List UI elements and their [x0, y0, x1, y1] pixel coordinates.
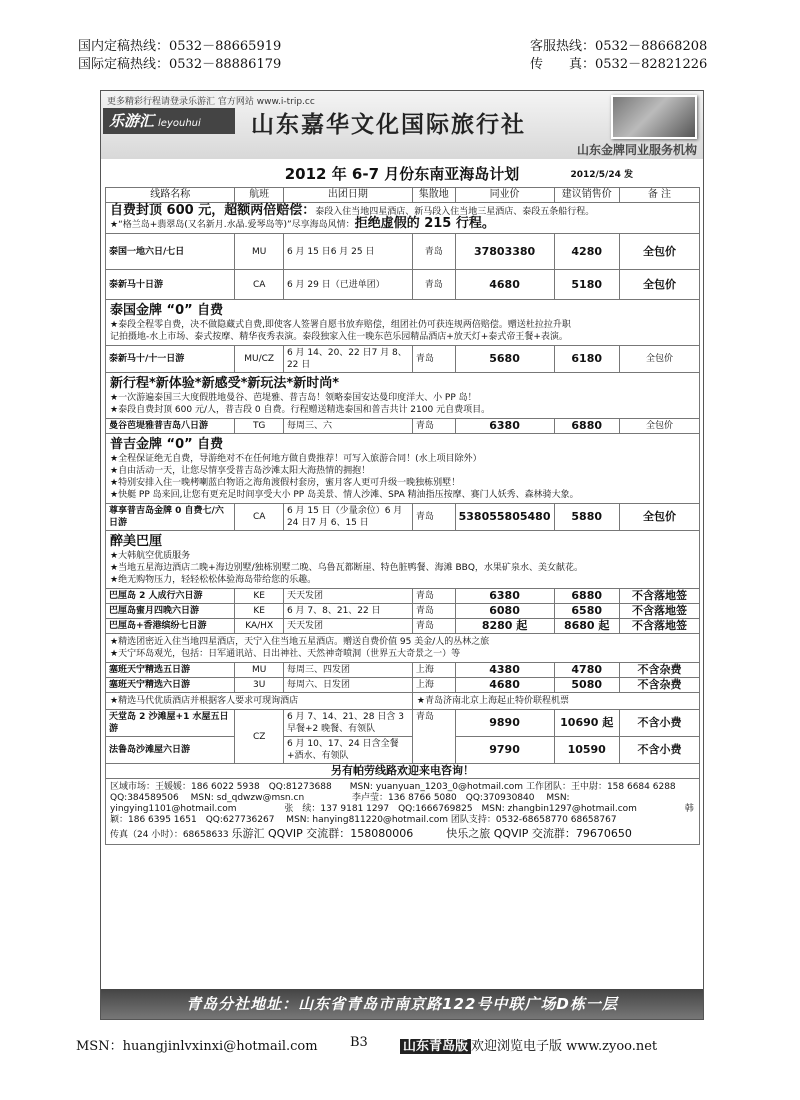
retail-price: 5180 [554, 270, 619, 300]
route-name: 巴厘岛+香港缤纷七日游 [106, 619, 235, 634]
city: 青岛 [412, 270, 455, 300]
fax-number: 传 真：0532－82821226 [530, 57, 708, 72]
flight: KA/HX [235, 619, 284, 634]
table-row [106, 234, 700, 270]
note: 全包价 [619, 504, 699, 531]
retail-price: 8680 起 [554, 619, 619, 634]
city: 青岛 [412, 710, 455, 764]
note: 不含小费 [619, 737, 699, 764]
section-thai-gold [106, 300, 700, 346]
section-line: ★自由活动一天，让您尽情享受普吉岛沙滩太阳大海热情的拥抱！ [110, 466, 371, 476]
intl-hotline: 国际定稿热线：0532－88886179 [78, 57, 282, 72]
dates: 6 月 10、17、24 日含全餐+酒水、有领队 [283, 737, 412, 764]
service-hotline: 客服热线：0532－88668208 [530, 39, 708, 54]
col-retail: 建议销售价 [554, 188, 619, 203]
dates: 6 月 15 日6 月 25 日 [283, 234, 412, 270]
table-row [106, 419, 700, 434]
tour-table [105, 187, 703, 845]
flight: KE [235, 589, 284, 604]
flight: CA [235, 504, 284, 531]
slogan: 山东金牌同业服务机构 [576, 143, 697, 157]
route-name: 塞班天宁精选五日游 [106, 663, 235, 678]
route-name: 法鲁岛沙滩屋六日游 [106, 737, 235, 764]
flight: TG [235, 419, 284, 434]
logo-sub: leyouhui [158, 118, 201, 129]
table-row [106, 604, 700, 619]
flight: MU [235, 234, 284, 270]
section-head: 泰国金牌 “0” 自费 [110, 303, 224, 318]
flight: CZ [235, 710, 284, 764]
section-line: ★精选马代优质酒店并根据客人要求可现询酒店 [106, 693, 413, 710]
footer-site: 欢迎浏览电子版 www.zyoo.net [471, 1039, 658, 1054]
banner [101, 91, 703, 159]
note: 不含杂费 [619, 678, 699, 693]
note: 不含落地签 [619, 589, 699, 604]
dates: 天天发团 [283, 619, 412, 634]
note: 不含小费 [619, 710, 699, 737]
contact-line: 张 续：137 9181 1297 QQ:1666769825 MSN: zhangbin1297@hotmail.com [239, 804, 637, 814]
section-line: ★泰段自费封顶 600 元/人，普吉段 0 自费。行程赠送精选泰国和普吉共计 2100 元自费项目。 [110, 405, 491, 415]
contact-line: 区域市场：王媛媛：186 6022 5938 QQ:81273688 MSN: yuanyuan_1203_0@hotmail.com [110, 782, 524, 792]
flight: KE [235, 604, 284, 619]
city: 青岛 [412, 619, 455, 634]
page-number: B3 [350, 1035, 368, 1050]
table-row [106, 270, 700, 300]
route-name: 曼谷芭堤雅普吉岛八日游 [106, 419, 235, 434]
table-row [106, 737, 700, 764]
city: 青岛 [412, 346, 455, 373]
section-phuket-gold [106, 434, 700, 504]
note: 不含杂费 [619, 663, 699, 678]
more-routes-row [106, 764, 700, 779]
trade-price: 6380 [455, 419, 554, 434]
table-row [106, 710, 700, 737]
section-line: 记拍摄地-水上市场、泰式按摩、精华夜秀表演。泰段独家入住一晚东芭乐园精品酒店+放天灯+泰式帝王餐+表演。 [110, 332, 568, 342]
col-dates: 出团日期 [283, 188, 412, 203]
contact-line: 工作团队：王中尉：158 6684 6288 QQ:384589506 MSN: sd_qdwzw@msn.cn [110, 782, 685, 803]
table-row [106, 504, 700, 531]
tagline: 更多精彩行程请登录乐游汇 官方网站 www.i-trip.cc [107, 97, 315, 107]
retail-price: 6880 [554, 419, 619, 434]
col-flight: 航班 [235, 188, 284, 203]
section-line: ★特别安排入住一晚栲喇蓝白物语之海角渡假村套房，蜜月客人更可升级一晚独栋别墅！ [110, 478, 461, 488]
city: 上海 [412, 663, 455, 678]
col-trade: 同业价 [455, 188, 554, 203]
dates: 6 月 14、20、22 日7 月 8、22 日 [283, 346, 412, 373]
retail-price: 5880 [554, 504, 619, 531]
retail-price: 6880 [554, 589, 619, 604]
flight: 3U [235, 678, 284, 693]
table-row [106, 589, 700, 604]
table-row [106, 678, 700, 693]
section-line: 泰段入住当地四星酒店、新马段入住当地三星酒店、泰段五条船行程。 [315, 207, 595, 217]
paper-badge: 山东青岛版 [400, 1039, 471, 1054]
table-row [106, 619, 700, 634]
section-highlight: 拒绝虚假的 215 行程。 [354, 216, 495, 231]
flyer [100, 90, 704, 1020]
page-title: 2012 年 6-7 月份东南亚海岛计划 [284, 165, 520, 183]
section-line: ★一次游遍泰国三大度假胜地曼谷、芭堤雅、普吉岛！领略泰国安达曼印度洋大、小 PP 岛！ [110, 393, 477, 403]
note: 不含落地签 [619, 604, 699, 619]
route-name: 巴厘岛蜜月四晚六日游 [106, 604, 235, 619]
more-routes: 另有帕劳线路欢迎来电咨询！ [106, 764, 700, 779]
dates: 每周六、日发团 [283, 678, 412, 693]
route-name: 尊享普吉岛金牌 0 自费七/六日游 [106, 504, 235, 531]
dates: 天天发团 [283, 589, 412, 604]
section-bali [106, 531, 700, 589]
trade-price: 6380 [455, 589, 554, 604]
section-line: ★天宁环岛观光，包括：日军通讯站、日出神社、天然神奇喷洞（世界五大奇景之一）等 [110, 649, 461, 659]
contact-line: 团队支持：0532-68658770 68658767 传真（24 小时）：68658633 [110, 815, 698, 840]
trade-price: 37803380 [455, 234, 554, 270]
table-row [106, 346, 700, 373]
route-name: 泰国一地六日/七日 [106, 234, 235, 270]
dates: 6 月 29 日（已进单团） [283, 270, 412, 300]
dates: 每周三、四发团 [283, 663, 412, 678]
section-line: ★青岛济南北京上海起止特价联程机票 [412, 693, 699, 710]
dates: 每周三、六 [283, 419, 412, 434]
contact-line: 李卢莹：136 8766 5080 QQ:370930840 MSN: yingying1101@hotmail.com [110, 793, 570, 814]
city: 上海 [412, 678, 455, 693]
note: 全包价 [619, 346, 699, 373]
retail-price: 4780 [554, 663, 619, 678]
trade-price: 9790 [455, 737, 554, 764]
trade-price: 9890 [455, 710, 554, 737]
issue-date: 2012/5/24 发 [570, 170, 633, 180]
note: 全包价 [619, 270, 699, 300]
route-name: 塞班天宁精选六日游 [106, 678, 235, 693]
section-thailand [106, 203, 700, 234]
trade-price: 4680 [455, 270, 554, 300]
city: 青岛 [412, 419, 455, 434]
company-name: 山东嘉华文化国际旅行社 [251, 112, 526, 138]
contacts [106, 779, 700, 845]
trade-price: 5680 [455, 346, 554, 373]
col-city: 集散地 [412, 188, 455, 203]
trade-price: 4680 [455, 678, 554, 693]
dates: 6 月 7、14、21、28 日含 3 早餐+2 晚餐、有领队 [283, 710, 412, 737]
section-line: ★大韩航空优质服务 [110, 551, 191, 561]
section-line: ★快艇 PP 岛来回,让您有更充足时间享受大小 PP 岛美景、情人沙滩、SPA 精油指压按摩、赛门人妖秀、森林骑大象。 [110, 490, 579, 500]
route-name: 泰新马十日游 [106, 270, 235, 300]
flight: MU [235, 663, 284, 678]
city: 青岛 [412, 504, 455, 531]
city: 青岛 [412, 589, 455, 604]
note: 不含落地签 [619, 619, 699, 634]
section-new-itinerary [106, 373, 700, 419]
section-head: 新行程*新体验*新感受*新玩法*新时尚* [110, 376, 339, 391]
route-name: 巴厘岛 2 人成行六日游 [106, 589, 235, 604]
city: 青岛 [412, 604, 455, 619]
flight: CA [235, 270, 284, 300]
section-line: ★绝无购物压力，轻轻松松体验海岛带给您的乐趣。 [110, 575, 317, 585]
section-line: ★当地五星海边酒店二晚+海边别墅/独栋别墅二晚、乌鲁瓦都断崖、特色脏鸭餐、海滩 BBQ，水果矿泉水、美女献花。 [110, 563, 583, 573]
note: 全包价 [619, 419, 699, 434]
trade-price: 4380 [455, 663, 554, 678]
section-head: 自费封顶 600 元，超额两倍赔偿： [110, 203, 316, 218]
table-header [106, 188, 700, 203]
retail-price: 6580 [554, 604, 619, 619]
section-line: ★“格兰岛+翡翠岛(又名新月.水晶.爱琴岛等)”尽享海岛风情： [110, 220, 355, 230]
trade-price: 538055805480 [455, 504, 554, 531]
retail-price: 6180 [554, 346, 619, 373]
dates: 6 月 7、8、21、22 日 [283, 604, 412, 619]
col-note: 备 注 [619, 188, 699, 203]
trade-price: 6080 [455, 604, 554, 619]
section-head: 醉美巴厘 [110, 534, 163, 549]
section-line: ★全程保证绝无自费，导游绝对不在任何地方做自费推荐！可写入旅游合同！(水上项目除外） [110, 454, 482, 464]
section-head: 普吉金牌 “0” 自费 [110, 437, 224, 452]
contact-line: 乐游汇 QQVIP 交流群：158080006 快乐之旅 QQVIP 交流群：79670650 [231, 827, 632, 840]
section-maldives [106, 693, 700, 710]
col-route: 线路名称 [106, 188, 235, 203]
contact-line: 韩 颖：186 6395 1651 QQ:627736267 MSN: hanying811220@hotmail.com [110, 804, 703, 825]
logo-text: 乐游汇 [109, 112, 155, 130]
retail-price: 4280 [554, 234, 619, 270]
table-row [106, 663, 700, 678]
dates: 6 月 15 日（少量余位）6 月 24 日7 月 6、15 日 [283, 504, 412, 531]
footer-edition [400, 1035, 657, 1054]
retail-price: 5080 [554, 678, 619, 693]
section-line: ★泰段全程零自费，决不做隐藏式自费,即使客人签署自愿书放弃赔偿，组团社仍可获连规两倍赔偿。赠送杜拉拉升职 [110, 320, 571, 330]
retail-price: 10590 [554, 737, 619, 764]
branch-address: 青岛分社地址：山东省青岛市南京路122号中联广场D栋一层 [101, 989, 703, 1019]
route-name: 泰新马十/十一日游 [106, 346, 235, 373]
beach-photo [611, 95, 697, 139]
domestic-hotline: 国内定稿热线：0532－88665919 [78, 39, 282, 54]
section-line: ★精选团密近入住当地四星酒店，天宁入住当地五星酒店。赠送自费价值 95 美金/人的丛林之旅 [110, 637, 490, 647]
section-saipan [106, 634, 700, 663]
city: 青岛 [412, 234, 455, 270]
flight: MU/CZ [235, 346, 284, 373]
footer-msn: MSN：huangjinlvxinxi@hotmail.com [76, 1039, 318, 1054]
route-name: 天堂岛 2 沙滩屋+1 水屋五日游 [106, 710, 235, 737]
leyouhui-logo [103, 108, 235, 134]
retail-price: 10690 起 [554, 710, 619, 737]
note: 全包价 [619, 234, 699, 270]
trade-price: 8280 起 [455, 619, 554, 634]
